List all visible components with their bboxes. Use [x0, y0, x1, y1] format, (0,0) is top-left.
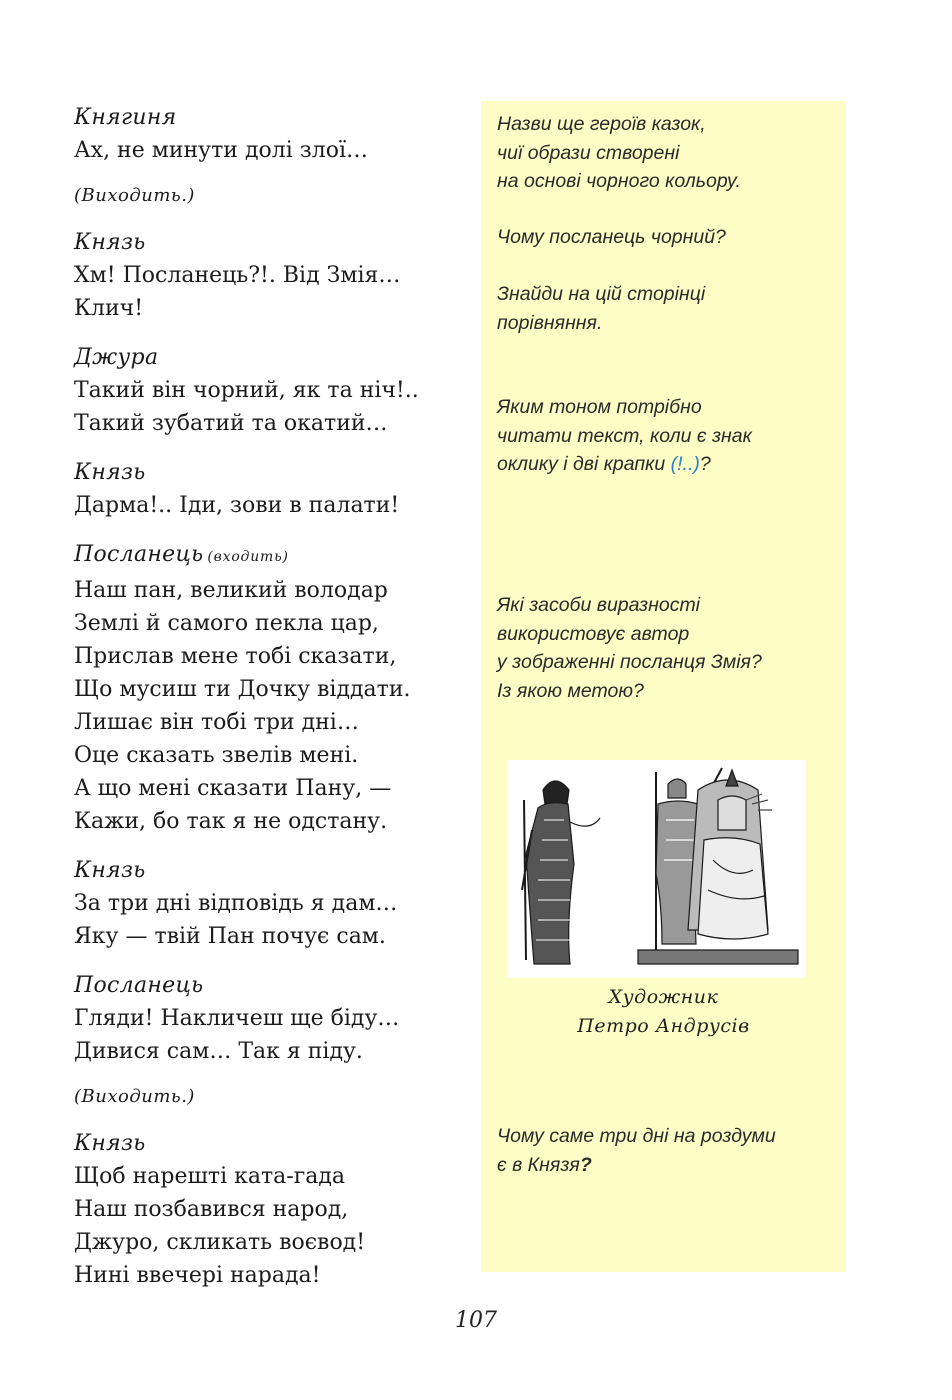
illustration-caption: Художник Петро Андрусів [577, 986, 750, 1037]
verse-line: Прислав мене тобі сказати, [74, 644, 397, 669]
verse-line: Такий він чорний, як та ніч!.. [74, 378, 419, 403]
punctuation-mark: (!..) [670, 453, 700, 475]
verse-line: Дивися сам… Так я піду. [74, 1039, 363, 1064]
dialogue-block [74, 226, 464, 325]
dialogue-block [74, 1127, 464, 1292]
speaker-name: Князь [74, 460, 146, 485]
verse-line: Лишає він тобі три дні… [74, 710, 359, 735]
verse-line: А що мені сказати Пану, — [74, 776, 392, 801]
speaker-name: Князь [74, 230, 146, 255]
dialogue-block [74, 341, 464, 440]
illustration-prince-and-messenger [508, 760, 806, 978]
verse-line: Наш пан, великий володар [74, 578, 388, 603]
dialogue-block [74, 101, 464, 167]
dialogue-block [74, 538, 464, 838]
question-heroes: Назви ще героїв казок, чиї образи створені на основі чорного кольору. [497, 113, 741, 192]
page-number: 107 [455, 1308, 497, 1333]
play-text [74, 101, 464, 1308]
verse-line: Що мусиш ти Дочку віддати. [74, 677, 411, 702]
verse-line: Ах, не минути долі злої… [74, 138, 368, 163]
verse-line: Дарма!.. Іди, зови в палати! [74, 493, 400, 518]
verse-line: Щоб нарешті ката-гада [74, 1164, 346, 1189]
speaker-name: Посланець [74, 973, 204, 998]
verse-line: Землі й самого пекла цар, [74, 611, 379, 636]
speaker-name: Посланець (входить) [74, 542, 289, 567]
stage-note: (входить) [207, 549, 289, 565]
verse-line: Хм! Посланець?!. Від Змія… [74, 263, 401, 288]
question-black-messenger: Чому посланець чорний? [497, 226, 726, 248]
dialogue-block [74, 969, 464, 1068]
verse-line: Оце сказать звелів мені. [74, 743, 359, 768]
verse-line: Нині ввечері нарада! [74, 1263, 321, 1288]
question-expressive-means: Які засоби виразності використовує автор у зображенні посланця Змія? Із якою метою? [497, 594, 762, 702]
verse-line: Джуро, скликать воєвод! [74, 1230, 366, 1255]
question-tone: Яким тоном потрібно читати текст, коли є знак оклику і дві крапки (!..)? [497, 396, 752, 475]
dialogue-block [74, 854, 464, 953]
question-comparison: Знайди на цій сторінці порівняння. [497, 283, 706, 334]
sidebar-questions [481, 101, 846, 1272]
verse-line: Клич! [74, 296, 144, 321]
stage-direction: (Виходить.) [74, 1086, 195, 1107]
verse-line: Гляди! Накличеш ще біду… [74, 1006, 400, 1031]
illustration-drawing [508, 760, 806, 978]
verse-line: За три дні відповідь я дам… [74, 891, 398, 916]
speaker-name: Княгиня [74, 105, 177, 130]
verse-line: Яку — твій Пан почує сам. [74, 924, 386, 949]
verse-line: Кажи, бо так я не одстану. [74, 809, 388, 834]
stage-direction: (Виходить.) [74, 185, 195, 206]
speaker-name: Князь [74, 1131, 146, 1156]
verse-line: Такий зубатий та окатий… [74, 411, 388, 436]
question-three-days: Чому саме три дні на роздуми є в Князя? [497, 1125, 776, 1176]
speaker-name: Джура [74, 345, 159, 370]
speaker-name: Князь [74, 858, 146, 883]
dialogue-block [74, 456, 464, 522]
verse-line: Наш позбавився народ, [74, 1197, 349, 1222]
